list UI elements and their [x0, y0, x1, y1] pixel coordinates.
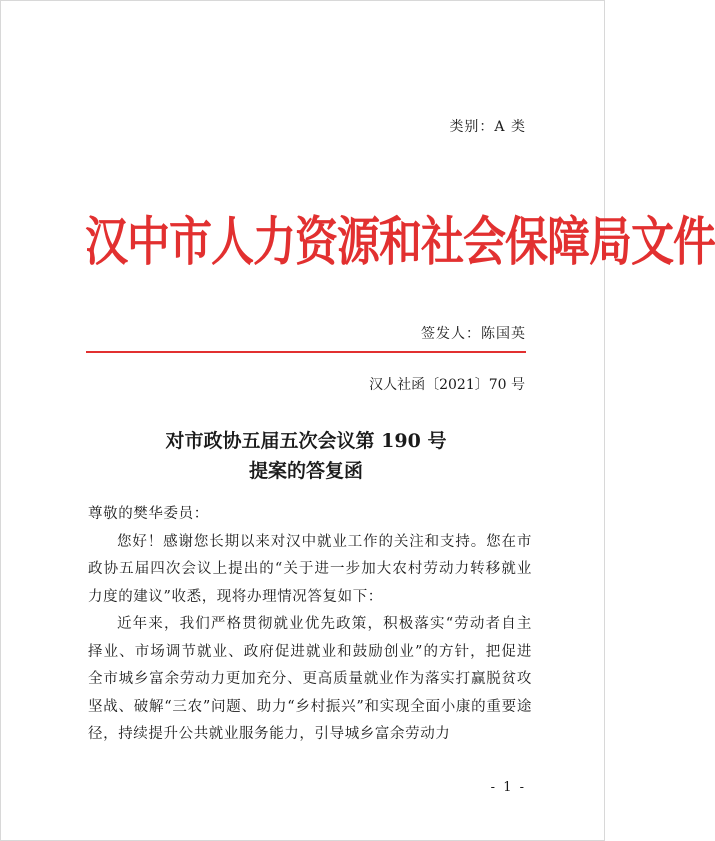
- salutation: 尊敬的樊华委员：: [88, 506, 209, 522]
- issuer-signatory: 签发人：陈国英: [421, 326, 526, 342]
- body-paragraph-2: 近年来，我们严格贯彻就业优先政策，积极落实“劳动者自主择业、市场调节就业、政府促进就业和鼓励创业”的方针，把促进全市城乡富余劳动力更加充分、更高质量就业作为落实打赢脱贫攻坚战、破解“三农”问题、助力“乡村振兴”和实现全面小康的重要途径，持续提升公共就业服务能力，引导城乡富余劳动力: [88, 616, 532, 742]
- page-number: - 1 -: [490, 780, 526, 795]
- document-number: 汉人社函〔2021〕70 号: [369, 377, 525, 393]
- header-divider-line: [86, 351, 526, 353]
- document-category: 类别：A 类: [449, 119, 526, 135]
- document-title: [86, 426, 526, 486]
- document-title-line-2: 提案的答复函: [248, 460, 363, 482]
- issuing-authority-header: 汉中市人力资源和社会保障局文件: [85, 211, 715, 273]
- body-paragraph-1: 您好！感谢您长期以来对汉中就业工作的关注和支持。您在市政协五届四次会议上提出的“关于进一步加大农村劳动力转移就业力度的建议”收悉，现将办理情况答复如下：: [88, 533, 532, 605]
- document-body: [88, 501, 532, 749]
- document-title-line-1: 对市政协五届五次会议第 190 号: [165, 430, 447, 452]
